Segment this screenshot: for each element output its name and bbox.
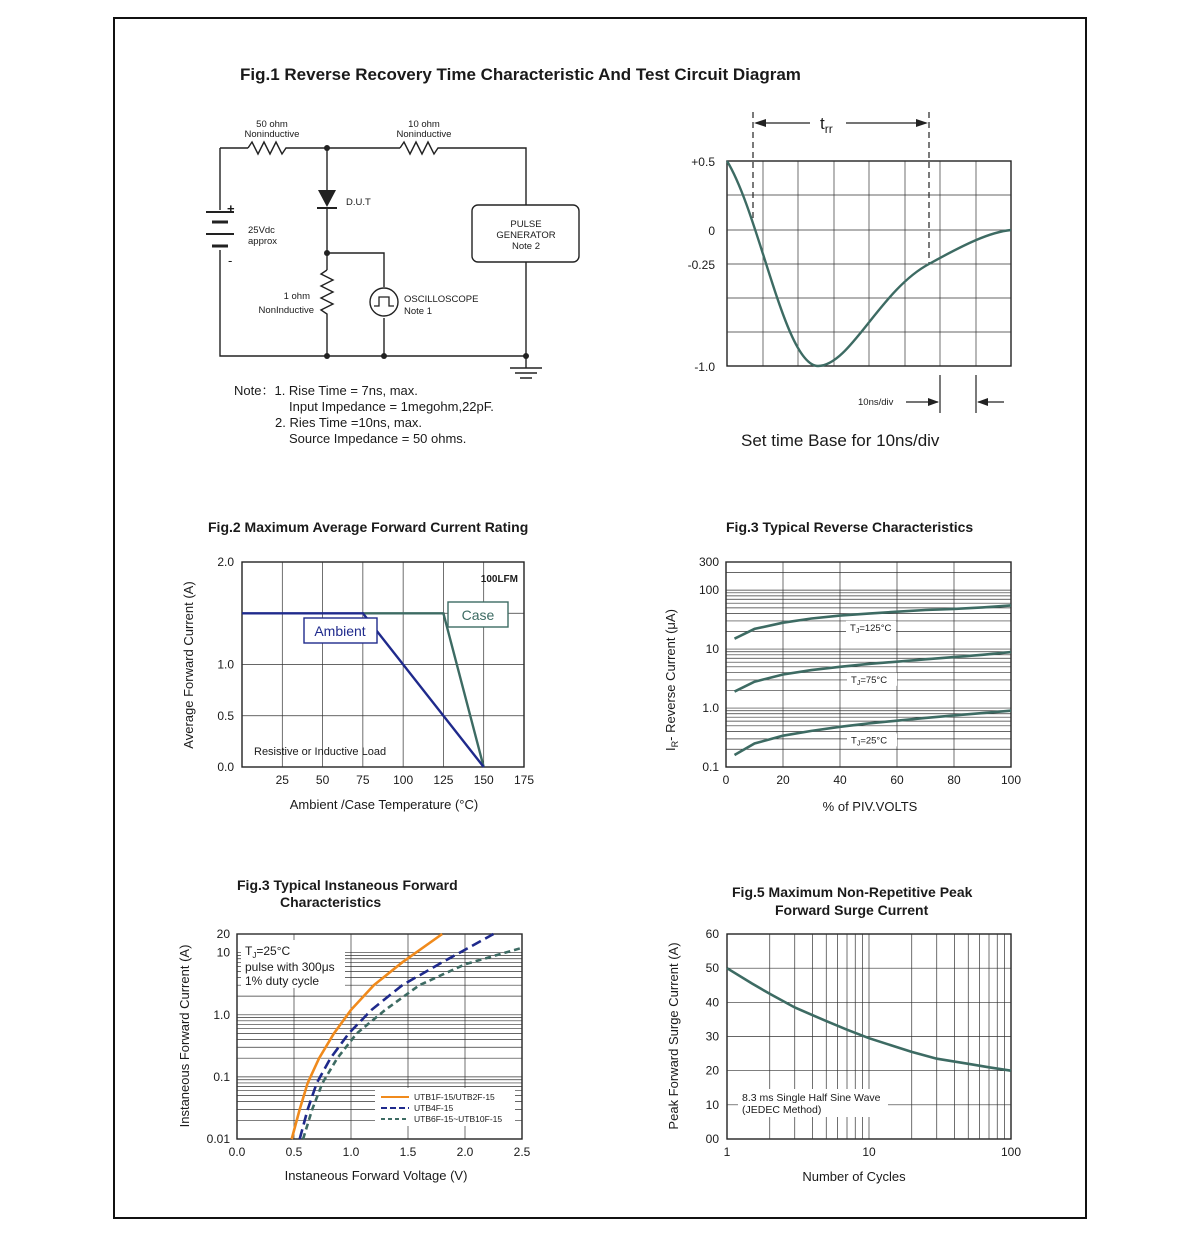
fig2-chart [181,519,534,812]
battery-minus: - [228,253,233,268]
fig2-y-tick: 2.0 [217,555,234,569]
svg-text:0: 0 [708,224,715,238]
fig3b-duty-label: 1% duty cycle [245,974,320,988]
fig3a-series-label: $T_J=125^\circ C$ [850,622,892,635]
fig5-y-tick: 30 [705,1029,719,1044]
trr-label: $t_{rr}$ [820,114,833,136]
fig3b-xlabel: Instaneous Forward Voltage (V) [284,1168,468,1183]
fig5-ylabel: Peak Forward Surge Current (A) [666,942,681,1130]
ambient-legend: Ambient [314,623,366,639]
fig3b-x-tick: 2.5 [513,1145,531,1159]
fig3a-y-tick: 100 [698,583,719,598]
fig3b-x-tick: 1.5 [399,1145,417,1159]
battery-plus: + [227,201,235,216]
fig1-title: Fig.1 Reverse Recovery Time Characteristic And Test Circuit Diagram [240,65,801,84]
svg-text:Input Impedance = 1megohm,22pF: Input Impedance = 1megohm,22pF. [289,399,494,414]
battery-icon [206,212,234,246]
svg-text:PULSE: PULSE [510,219,542,230]
resistor-1-ohm [321,270,333,318]
dut-label: D.U.T [346,197,371,208]
fig2-x-tick: 25 [275,773,289,787]
fig2-load-label: Resistive or Inductive Load [254,746,387,758]
fig3a-title: Fig.3 Typical Reverse Characteristics [726,519,974,535]
fig5-x-tick: 10 [862,1145,876,1159]
r1-type-label: Noninductive [244,129,300,140]
fig3a-ylabel: $I_R-$ Reverse Current (μA) [663,609,680,751]
fig5-x-tick: 100 [1000,1145,1022,1159]
fig3a-x-tick: 20 [776,773,790,787]
oscilloscope-label: OSCILLOSCOPE [404,294,479,305]
fig3a-series-label: $T_J=25^\circ C$ [851,735,888,748]
fig3b-y-tick: 10 [216,945,230,960]
svg-text:Source Impedance = 50 ohms.: Source Impedance = 50 ohms. [289,431,467,446]
fig3b-y-tick: 0.01 [206,1132,230,1146]
fig5-y-tick: 10 [705,1097,719,1112]
svg-text:2. Ries Time =10ns, max.: 2. Ries Time =10ns, max. [275,415,423,430]
fig3a-series-label: $T_J=75^\circ C$ [851,674,888,687]
fig5-y-tick: 50 [705,961,719,976]
svg-text:+0.5: +0.5 [691,155,715,169]
svg-text:Note：1. Rise Time = 7ns, max.: Note：1. Rise Time = 7ns, max. [234,383,418,398]
fig5-title-2: Forward Surge Current [775,902,929,918]
fig2-y-tick: 1.0 [217,657,234,672]
fig3a-y-tick: 300 [698,555,719,569]
div-label: 10ns/div [858,397,894,408]
fig2-x-tick: 150 [473,773,494,787]
fig3b-title-2: Characteristics [280,894,382,910]
r2-type-label: Noninductive [396,129,452,140]
fig3b-x-tick: 0.0 [228,1145,246,1159]
fig2-x-tick: 125 [433,773,454,787]
fig5-ticks [706,927,1022,1159]
fig3b-pulse-label: pulse with 300μs [245,960,335,974]
resistor-10-ohm [400,142,442,154]
svg-text:Note 2: Note 2 [512,241,540,252]
fig3b-ylabel: Instaneous Forward Current (A) [177,944,192,1128]
fig5-x-tick: 1 [723,1145,731,1159]
fig2-title: Fig.2 Maximum Average Forward Current Rating [208,519,529,535]
fig2-airflow-label: 100LFM [480,574,518,585]
fig3a-x-tick: 0 [722,773,730,787]
fig2-x-tick: 175 [513,773,535,787]
fig2-y-tick: 0.0 [217,760,234,774]
fig3b-x-tick: 2.0 [456,1145,474,1159]
waveform-caption: Set time Base for 10ns/div [741,431,940,450]
fig3a-x-tick: 60 [890,773,904,787]
fig3a-x-tick: 40 [833,773,847,787]
fig3a-chart [663,519,1021,814]
fig2-x-tick: 100 [393,773,414,787]
fig5-y-tick: 20 [705,1063,719,1078]
svg-text:-1.0: -1.0 [694,360,715,374]
fig5-chart [666,884,1021,1184]
ground-icon [510,356,542,378]
fig3a-xlabel: % of PIV.VOLTS [822,799,918,814]
fig3a-y-tick: 0.1 [702,760,719,774]
fig3a-y-tick: 10 [705,642,719,657]
r3-value-label: 1 ohm [283,291,310,302]
fig3b-tj-label: $T_J=25^\circ C$ [245,944,291,960]
fig3b-legend-label: UTB1F-15/UTB2F-15 [414,1092,495,1102]
fig3b-legend-label: UTB6F-15~UTB10F-15 [414,1114,503,1124]
fig3b-y-tick: 1.0 [213,1007,230,1022]
fig5-title: Fig.5 Maximum Non-Repetitive Peak [732,884,973,900]
fig5-note-1: 8.3 ms Single Half Sine Wave [742,1092,881,1104]
case-legend: Case [461,607,495,623]
fig3a-y-tick: 1.0 [702,701,719,716]
fig2-y-tick: 0.5 [217,708,234,723]
svg-text:-0.25: -0.25 [687,258,715,272]
waveform-plot [688,112,1011,450]
fig2-xlabel: Ambient /Case Temperature (°C) [289,797,479,812]
fig5-y-tick: 60 [705,927,719,941]
battery-note-label: approx [248,236,278,247]
fig2-x-tick: 75 [356,773,370,787]
fig5-xlabel: Number of Cycles [802,1169,906,1184]
fig3b-legend-label: UTB4F-15 [414,1103,454,1113]
waveform-grid [727,161,1011,366]
fig5-note-2: (JEDEC Method) [742,1104,822,1116]
test-circuit [206,119,579,378]
fig3b-y-tick: 0.1 [213,1069,230,1084]
fig3a-x-tick: 80 [947,773,961,787]
resistor-50-ohm [248,142,290,154]
fig2-x-tick: 50 [315,773,330,787]
fig5-y-tick: 00 [705,1132,719,1146]
fig3b-y-tick: 20 [216,927,230,941]
r3-type-label: NonInductive [258,305,314,316]
fig1-notes [234,383,494,446]
fig3b-x-tick: 1.0 [342,1145,360,1159]
fig3b-title: Fig.3 Typical Instaneous Forward [237,877,458,893]
fig3b-x-tick: 0.5 [285,1145,303,1159]
fig3a-x-tick: 100 [1000,773,1022,787]
fig2-ylabel: Average Forward Current (A) [181,581,196,749]
oscilloscope-note: Note 1 [404,306,432,317]
r1-value-label: 50 ohm [256,119,288,130]
fig3b-chart [177,877,531,1183]
oscilloscope-icon [370,288,398,316]
fig5-y-tick: 40 [705,995,719,1010]
svg-text:GENERATOR: GENERATOR [496,230,556,241]
fig2-grid [242,562,524,767]
dut-diode-icon [317,190,337,208]
r2-value-label: 10 ohm [408,119,440,130]
battery-value-label: 25Vdc [248,225,275,236]
